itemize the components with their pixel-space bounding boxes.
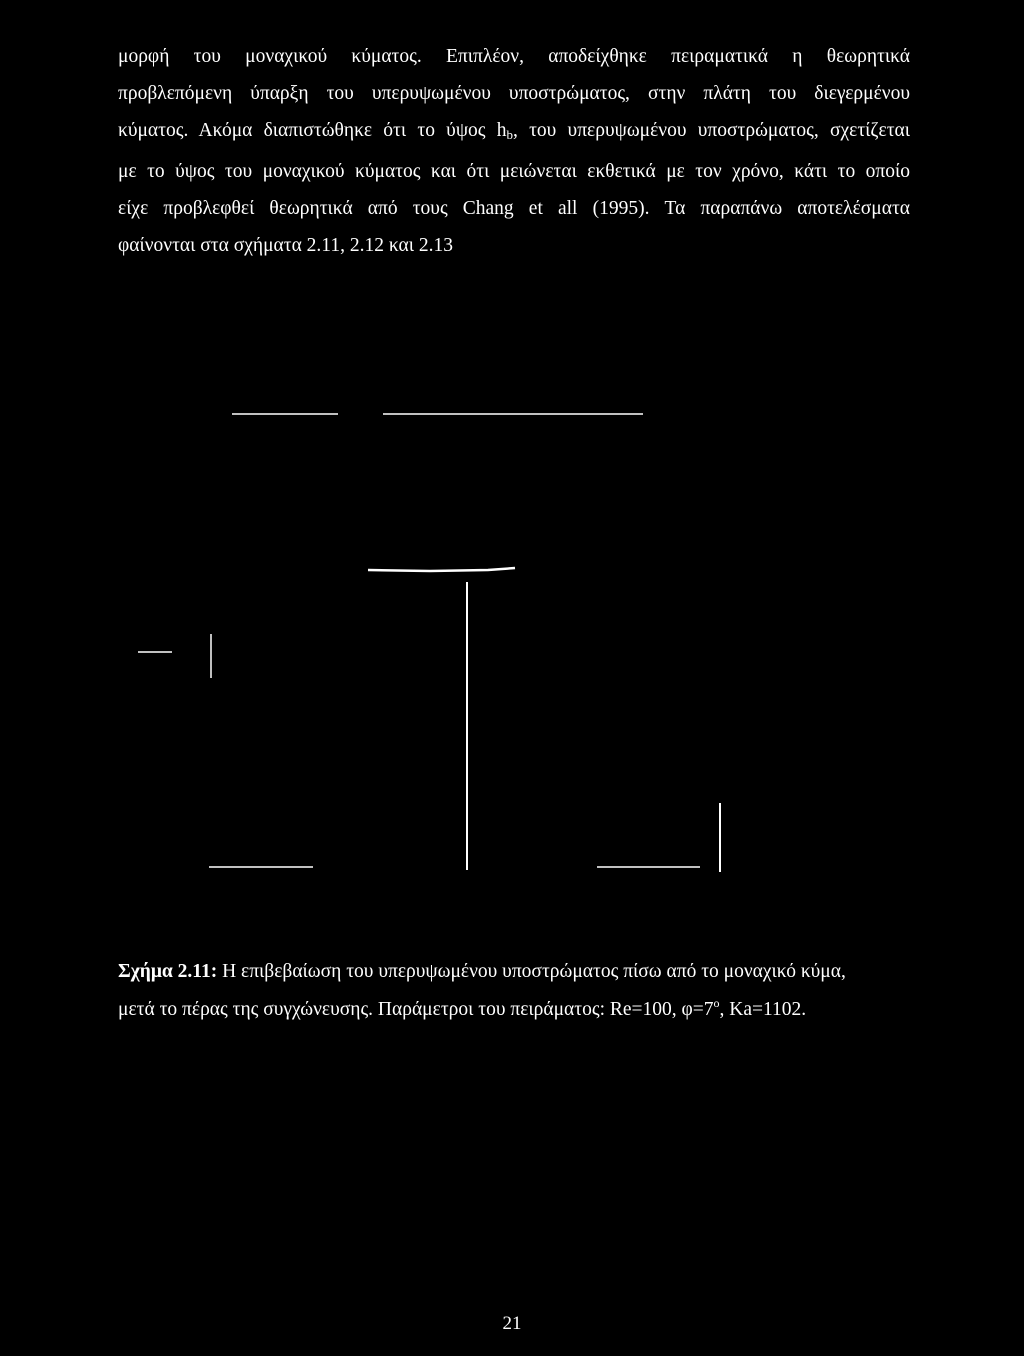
caption-line-2 [118, 991, 910, 1029]
caption-line-1-text: Η επιβεβαίωση του υπερυψωμένου υποστρώματος πίσω από το μοναχικό κύμα, [217, 961, 846, 982]
body-line-2: προβλεπόμενη ύπαρξη του υπερυψωμένου υποστρώματος, στην πλάτη του διεγερμένου [118, 83, 910, 104]
caption-line-2-end: , Ka=1102. [719, 999, 807, 1020]
body-line-1: μορφή του μοναχικού κύματος. Επιπλέον, αποδείχθηκε πειραματικά η θεωρητικά [118, 46, 910, 67]
figure-stroke-crossbar [368, 568, 515, 571]
body-line-3-start: κύματος. Ακόμα διαπιστώθηκε ότι το ύψος h [118, 120, 507, 141]
body-line-5: είχε προβλεφθεί θεωρητικά από τους Chang et all (1995). Τα παραπάνω αποτελέσματα [118, 198, 910, 219]
body-line-4: με το ύψος του μοναχικού κύματος και ότι μειώνεται εκθετικά με τον χρόνο, κάτι το οποίο [118, 161, 910, 182]
subscript-b: b [506, 127, 513, 142]
degree-superscript: o [713, 996, 720, 1010]
figure-caption [118, 953, 910, 1029]
page-number: 21 [502, 1313, 522, 1334]
caption-label: Σχήμα 2.11: [118, 961, 218, 982]
caption-line-2-text: μετά το πέρας της συγχώνευσης. Παράμετροι του πειράματος: Re=100, φ=7 [118, 999, 714, 1020]
body-line-6: φαίνονται στα σχήματα 2.11, 2.12 και 2.13 [118, 235, 453, 256]
body-line-3-end: , του υπερυψωμένου υποστρώματος, σχετίζεται [512, 120, 910, 141]
caption-line-1 [118, 953, 910, 991]
